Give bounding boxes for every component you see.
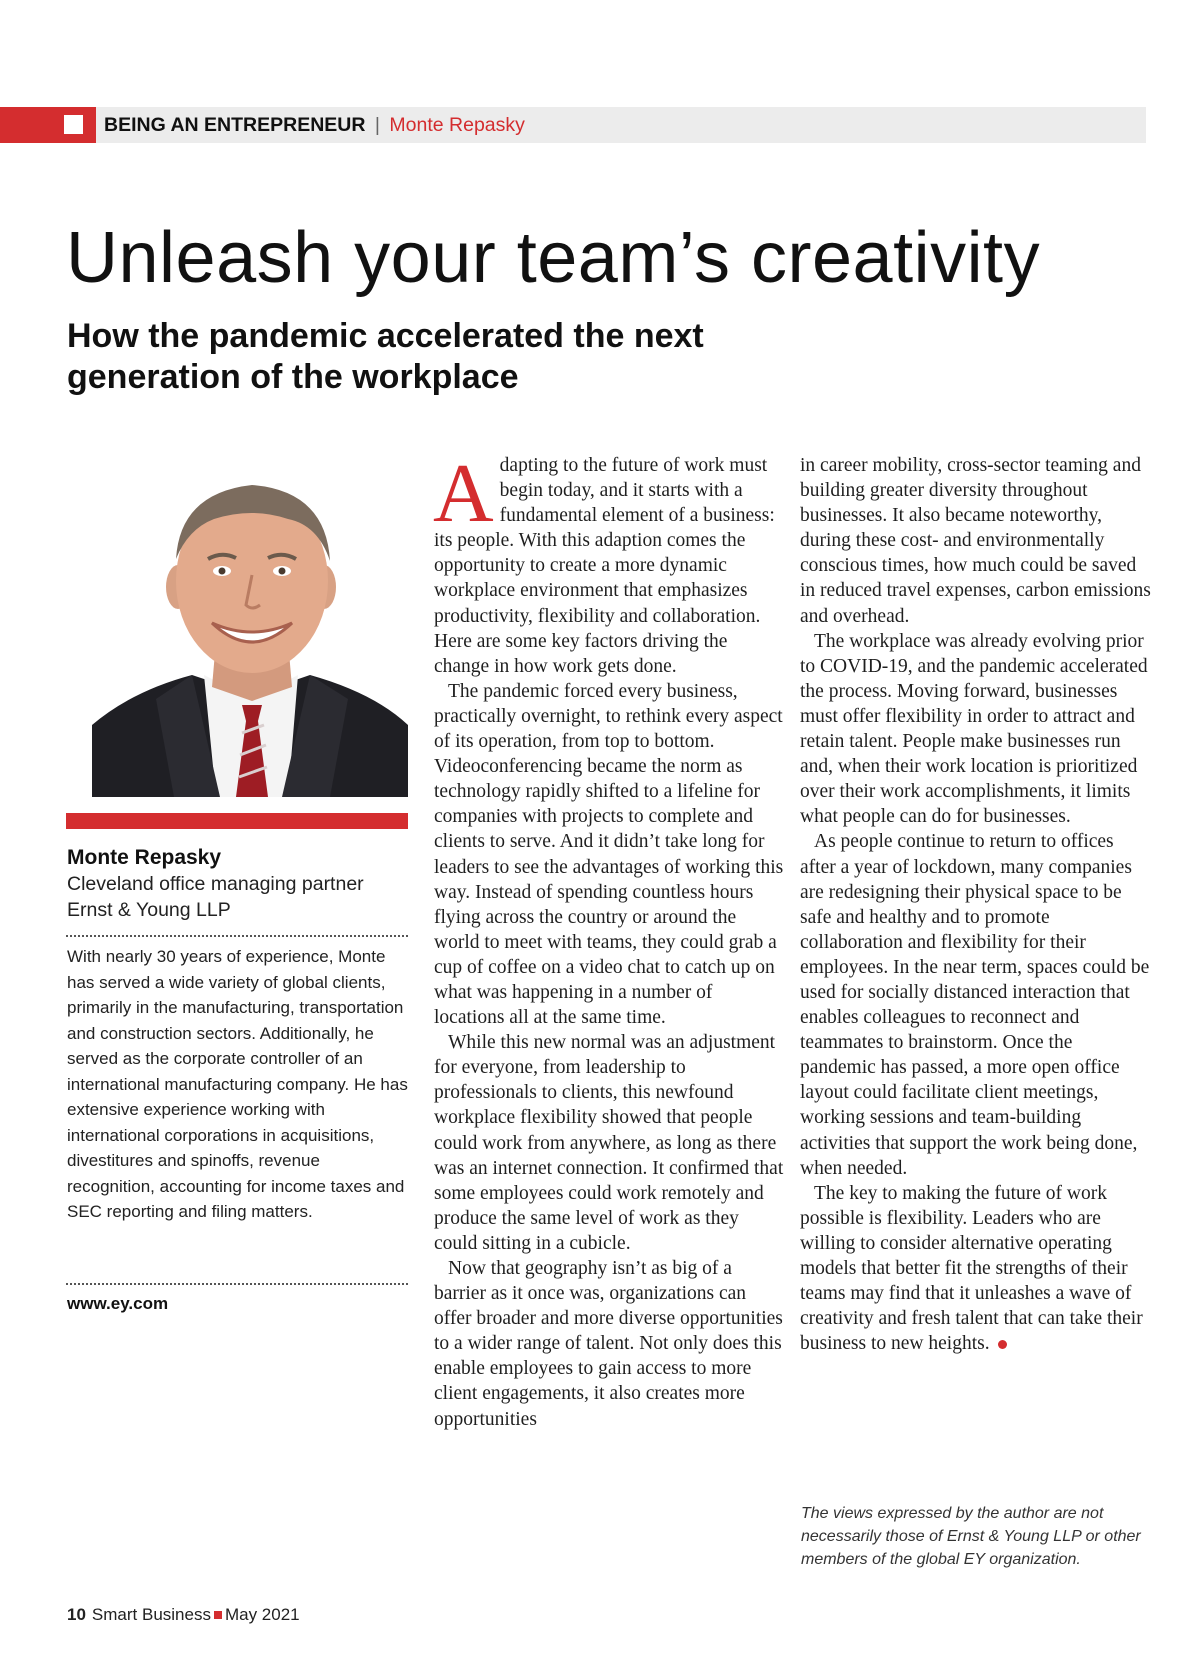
- article-paragraph: As people continue to return to offices after a year of lockdown, many companies are redesigning their physical space to be safe and healthy and to promote collaboration and flexibility for their employees. In the near term, spaces could be used for socially distanced interaction that enables colleagues to reconnect and teammates to brainstorm. Once the pandemic has passed, a more open office layout could facilitate client meetings, working sessions and team-building activities that support the work being done, when needed.: [800, 831, 1150, 1179]
- article-paragraph: in career mobility, cross-sector teaming and building greater diversity throughout businesses. It also became noteworthy, during these cost- and environmentally conscious times, how much could be saved in reduced travel expenses, carbon emissions and overhead.: [800, 455, 1151, 627]
- bio-description: With nearly 30 years of experience, Monte has served a wide variety of global clients, primarily in the manufacturing, transportation and construction sectors. Additionally, he served as the corporate controller of an international manufacturing company. He has extensive experience working with international corporations in acquisitions, divestitures and spinoffs, revenue recognition, accounting for income taxes and SEC reporting and filing matters.: [67, 947, 408, 1221]
- article-column-2: [800, 453, 1152, 1356]
- bio-title: Cleveland office managing partner: [67, 873, 364, 895]
- page-number: 10: [67, 1605, 86, 1624]
- article-subtitle: How the pandemic accelerated the next generation of the workplace: [67, 317, 704, 396]
- article-paragraph: The pandemic forced every business, practically overnight, to rethink every aspect of its operation, from top to bottom. Videoconferencing became the norm as technology rapidly shifted to a lifeline for companies with projects to complete and clients to serve. And it didn’t take long for leaders to see the advantages of working this way. Instead of spending countless hours flying across the country or around the world to meet with teams, they could grab a cup of coffee on a video chat to catch up on what was happening in a number of locations all at the same time.: [434, 680, 784, 1029]
- drop-cap: A: [433, 447, 494, 540]
- red-dot-icon: [998, 1340, 1007, 1349]
- page-footer: [67, 1605, 300, 1625]
- section-name: BEING AN ENTREPRENEUR: [104, 114, 366, 136]
- disclaimer: The views expressed by the author are not necessarily those of Ernst & Young LLP or other members of the global EY organization.: [801, 1505, 1141, 1568]
- article-paragraph: Now that geography isn’t as big of a barrier as it once was, organizations can offer broader and more diverse opportunities to a wider range of talent. Not only does this enable employees to gain access to more client engagements, it also creates more opportunities: [434, 1258, 783, 1430]
- paragraph-text: dapting to the future of work must begin today, and it starts with a fundamental element of a business: its people. With this adaption comes the opportunity to create a more dynamic workplace environment that emphasizes productivity, flexibility and collaboration. Here are some key factors driving the change in how work gets done.: [434, 455, 775, 677]
- bio-company: Ernst & Young LLP: [67, 899, 231, 921]
- section-header: [104, 107, 525, 143]
- publication-name: Smart Business: [91, 1605, 211, 1624]
- bio-divider-top: [66, 935, 408, 937]
- issue-date: May 2021: [224, 1605, 300, 1624]
- article-paragraph: [800, 1181, 1152, 1357]
- article-paragraph: The workplace was already evolving prior to COVID-19, and the pandemic accelerated the process. Moving forward, businesses must offer flexibility in order to attract and retain talent. People make businesses run and, when their work location is prioritized over their work accomplishments, it limits what people can do for businesses.: [800, 630, 1148, 828]
- article-title: Unleash your team’s creativity: [66, 218, 1041, 298]
- section-author: Monte Repasky: [389, 114, 525, 136]
- article-column-1: [433, 447, 786, 1432]
- red-square-icon: [214, 1611, 222, 1619]
- section-separator: |: [374, 114, 380, 136]
- bio-name: Monte Repasky: [67, 846, 222, 869]
- bio-divider-bottom: [66, 1283, 408, 1285]
- author-portrait: [92, 463, 408, 797]
- article-paragraph: [433, 447, 786, 679]
- paragraph-text: The key to making the future of work possible is flexibility. Leaders who are willing to consider alternative operating models that better fit the strengths of their teams may find that it unleashes a wave of creativity and fresh talent that can take their business to new heights.: [800, 1182, 1143, 1355]
- article-paragraph: While this new normal was an adjustment for everyone, from leadership to professionals to clients, this newfound workplace flexibility showed that people could work from anywhere, as long as there was an internet connection. It confirmed that some employees could work remotely and produce the same level of work as they could sitting in a cubicle.: [434, 1032, 784, 1254]
- white-square-icon: [64, 115, 83, 134]
- bio-accent-bar: [66, 813, 408, 829]
- bio-website-link[interactable]: www.ey.com: [67, 1294, 169, 1313]
